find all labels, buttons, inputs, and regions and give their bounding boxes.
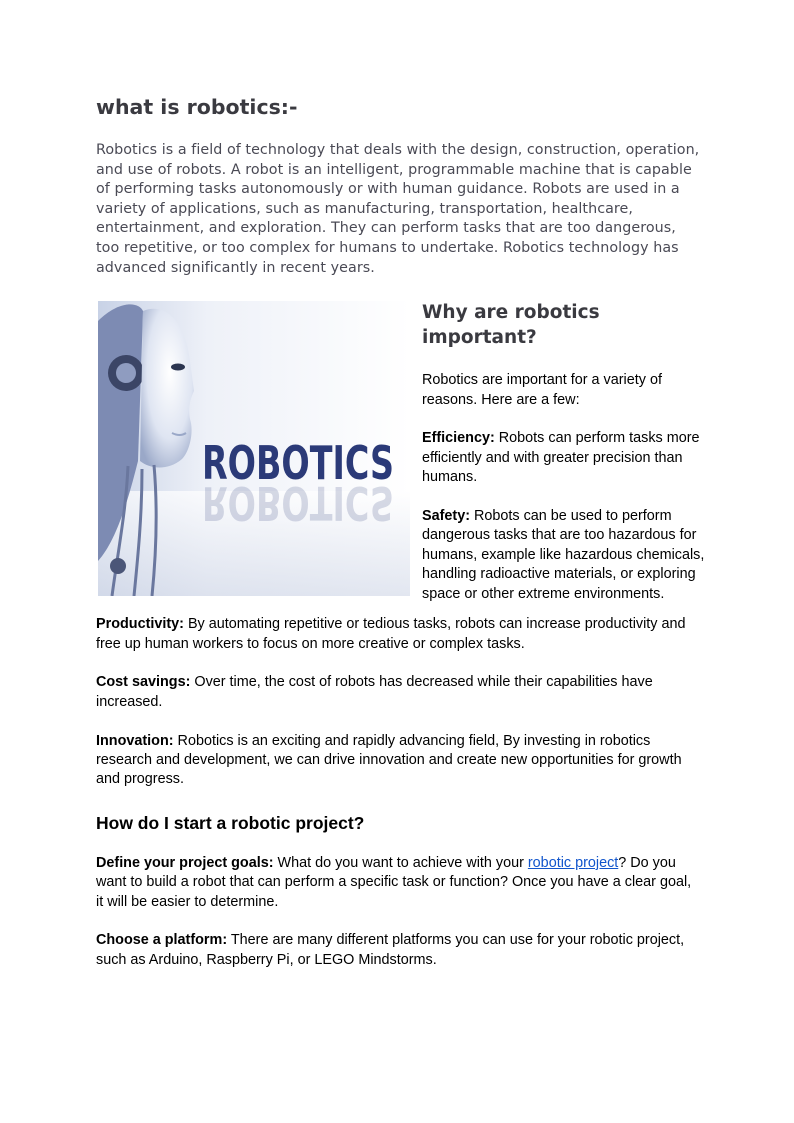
productivity-text: By automating repetitive or tedious tasks, robots can increase productivity and free up human workers to focus on more creative or complex tasks. <box>96 616 686 652</box>
document-page <box>96 92 705 970</box>
innovation-text: Robotics is an exciting and rapidly advancing field, By investing in robotics research and development, we can drive innovation and create new opportunities for growth and progress. <box>96 732 682 788</box>
platform-label: Choose a platform: <box>96 932 228 949</box>
safety-text: Robots can be used to perform dangerous tasks that are too hazardous for humans, example like hazardous chemicals, handling radioactive materials, or exploring space or other extreme environments. <box>422 507 705 602</box>
efficiency-text: Robots can perform tasks more efficiently and with greater precision than humans. <box>422 430 700 486</box>
innovation-label: Innovation: <box>96 732 174 749</box>
productivity-paragraph <box>96 615 700 654</box>
page-title: what is robotics:- <box>96 95 298 119</box>
robotics-logo-word: ROBOTICS <box>202 436 394 491</box>
robotic-project-link[interactable]: robotic project <box>527 854 619 871</box>
efficiency-paragraph <box>422 429 707 487</box>
goals-paragraph <box>96 854 700 912</box>
efficiency-label: Efficiency: <box>422 430 495 447</box>
more-reasons <box>96 615 700 970</box>
cost-paragraph <box>96 673 700 712</box>
safety-paragraph <box>422 507 707 604</box>
start-heading: How do I start a robotic project? <box>96 812 365 833</box>
goals-label: Define your project goals: <box>96 854 274 871</box>
cost-label: Cost savings: <box>96 674 191 691</box>
why-section <box>422 300 707 604</box>
why-heading: Why are robotics important? <box>422 302 600 349</box>
productivity-label: Productivity: <box>96 616 184 633</box>
platform-text: There are many different platforms you can use for your robotic project, such as Arduino, Raspberry Pi, or LEGO Mindstorms. <box>96 932 685 968</box>
robot-illustration <box>98 301 410 596</box>
goals-text-before: What do you want to achieve with your <box>273 854 528 871</box>
goals-text-after: ? Do you want to build a robot that can perform a specific task or function? Once you have a clear goal, it will be easier to determine. <box>96 854 692 910</box>
svg-text:ROBOTICS: ROBOTICS <box>202 476 394 531</box>
two-column-section <box>96 300 705 620</box>
robotics-image <box>98 301 410 596</box>
cost-text: Over time, the cost of robots has decreased while their capabilities have increased. <box>96 674 653 710</box>
safety-label: Safety: <box>422 507 470 524</box>
why-lead: Robotics are important for a variety of reasons. Here are a few: <box>422 372 662 408</box>
innovation-paragraph <box>96 732 700 790</box>
platform-paragraph <box>96 931 700 970</box>
intro-paragraph: Robotics is a field of technology that deals with the design, construction, operation, and use of robots. A robot is an intelligent, programmable machine that is capable of performing tasks autonomously or with human guidance. Robots are used in a variety of applications, such as manufacturing, transportation, healthcare, entertainment, and exploration. They can perform tasks that are too dangerous, too repetitive, or too complex for humans to undertake. Robotics technology has advanced significantly in recent years. <box>96 142 700 276</box>
